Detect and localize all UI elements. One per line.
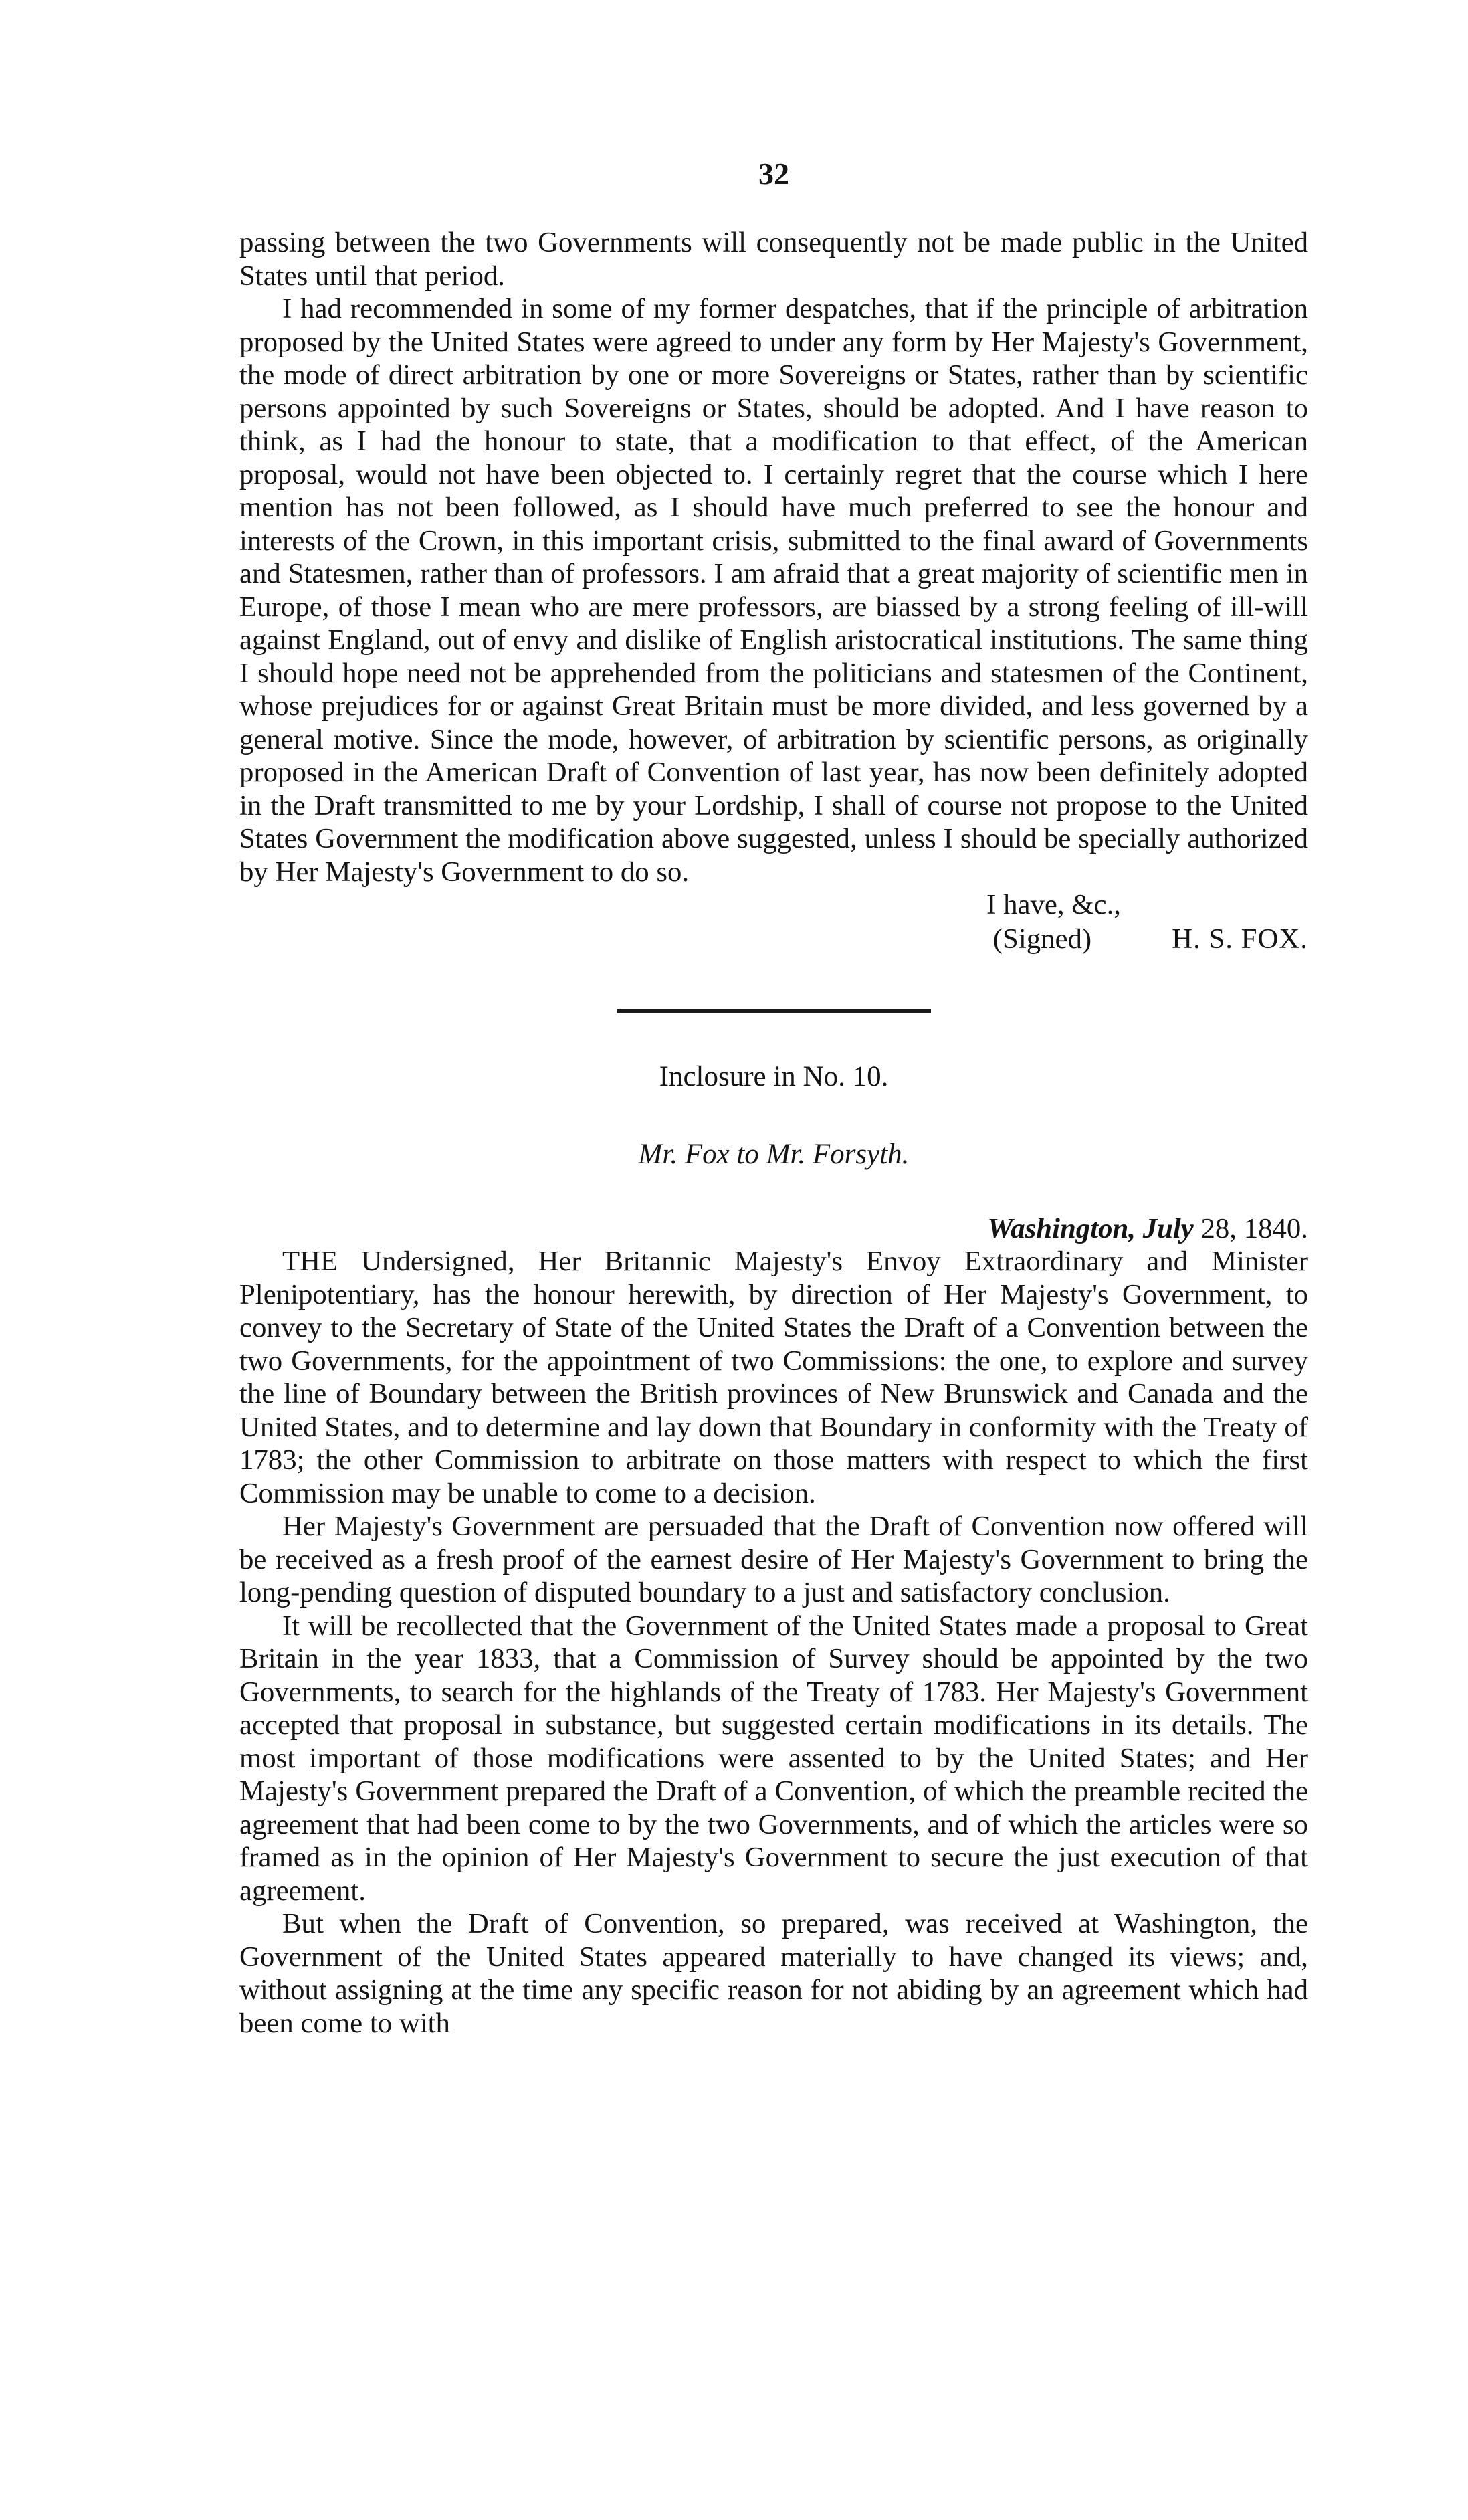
inclosure-heading: Inclosure in No. 10. [659, 1060, 889, 1092]
inclosure-paragraph: THE Undersigned, Her Britannic Majesty's Envoy Extraordinary and Minister Plenipotentiary, has the honour herewith, by direction of Her Majesty's Government, to convey to the Secretary of State of the United States the Draft of a Convention between the two Governments, for the appointment of two Commissions: the one, to explore and survey the line of Boundary between the British provinces of New Brunswick and Canada and the United States, and to determine and lay down that Boundary in conformity with the Treaty of 1783; the other Commission to arbitrate on those matters with respect to which the first Commission may be unable to come to a decision. [239, 1246, 1308, 1509]
signed-label: (Signed) [992, 923, 1092, 955]
correspondence-parties: Mr. Fox to Mr. Forsyth. [638, 1138, 910, 1170]
dateline-day-year: 28, 1840. [1200, 1212, 1308, 1244]
inclosure-paragraph: Her Majesty's Government are persuaded that the Draft of Convention now offered will be received as a fresh proof of the earnest desire of Her Majesty's Government to bring the long-pending question of disputed boundary to a just and satisfactory conclusion. [239, 1511, 1308, 1608]
inclosure-paragraph: It will be recollected that the Government of the United States made a proposal to Great Britain in the year 1833, that a Commission of Survey should be appointed by the two Governments, to search for the highlands of the Treaty of 1783. Her Majesty's Government accepted that proposal in substance, but suggested certain modifications in its details. The most important of those modifications were assented to by the United States; and Her Majesty's Government prepared the Draft of a Convention, of which the preamble recited the agreement that had been come to by the two Governments, and of which the articles were so framed as in the opinion of Her Majesty's Government to secure the just execution of that agreement. [239, 1610, 1308, 1907]
document-page [239, 154, 1308, 2040]
letter-closing: I have, &c., [986, 889, 1121, 920]
dateline [239, 1212, 1308, 1246]
inclosure-body [239, 1245, 1308, 2040]
page-number: 32 [758, 157, 789, 191]
dateline-month: July [1142, 1212, 1194, 1244]
signature: H. S. FOX. [1172, 923, 1308, 955]
signature-line [239, 922, 1308, 957]
letter-paragraph-continued: passing between the two Governments will consequently not be made public in the United States until that period. [239, 227, 1308, 292]
inclosure-paragraph: But when the Draft of Convention, so prepared, was received at Washington, the Government of the United States appeared materially to have changed its views; and, without assigning at the time any specific reason for not abiding by an agreement which had been come to with [239, 1908, 1308, 2039]
dateline-place: Washington, [987, 1212, 1136, 1244]
section-divider [617, 1009, 931, 1013]
letter-paragraph: I had recommended in some of my former despatches, that if the principle of arbitration proposed by the United States were agreed to under any form by Her Majesty's Government, the mode of direct arbitration by one or more Sovereigns or States, rather than by scientific persons appointed by such Sovereigns or States, should be adopted. And I have reason to think, as I had the honour to state, that a modification to that effect, of the American proposal, would not have been objected to. I certainly regret that the course which I here mention has not been followed, as I should have much preferred to see the honour and interests of the Crown, in this important crisis, submitted to the final award of Governments and Statesmen, rather than of professors. I am afraid that a great majority of scientific men in Europe, of those I mean who are mere professors, are biassed by a strong feeling of ill-will against England, out of envy and dislike of English aristocratical institutions. The same thing I should hope need not be apprehended from the politicians and statesmen of the Continent, whose prejudices for or against Great Britain must be more divided, and less governed by a general motive. Since the mode, however, of arbitration by scientific persons, as originally proposed in the American Draft of Convention of last year, has now been definitely adopted in the Draft transmitted to me by your Lordship, I shall of course not propose to the United States Government the modification above suggested, unless I should be specially authorized by Her Majesty's Government to do so. [239, 293, 1308, 888]
letter-body [239, 226, 1308, 888]
